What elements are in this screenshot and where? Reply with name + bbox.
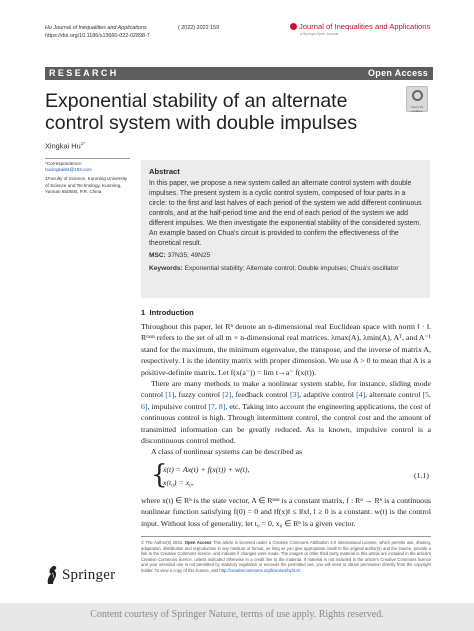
journal-citation: Hu Journal of Inequalities and Applications [45, 25, 147, 31]
abstract-box [141, 160, 430, 298]
citation-link[interactable]: [2] [222, 390, 232, 400]
author-marks: 1* [80, 141, 86, 146]
affiliation-text: 1Faculty of Science, Kunming University of Science and Technology, Kunming, Yunnan 650500, P.R. China [45, 176, 128, 194]
section-heading [141, 308, 194, 317]
citation-link[interactable]: [1] [165, 390, 175, 400]
section-title: Introduction [149, 308, 194, 317]
citation-link[interactable]: [3] [290, 390, 300, 400]
check-updates-label: Check for updates [410, 105, 424, 113]
equation-line-1: ẋ(t) = Ax(t) + f(x(t)) + w(t), [163, 465, 250, 474]
license-footer: © The Author(s) 2022. Open Access This article is licensed under a Creative Commons Attribution 4.0 International License, which permits use, sharing, adaptation, distribution and reproduction in any medium or format, as long as you give appropriate credit to the original author(s) and the source, provide a link to the Creative Commons licence, and indicate if changes were made. The images or other third party material in this article are included in the article's Creative Commons licence, unless indicated otherwise in a credit line to the material. If material is not included in the article's Creative Commons licence and your intended use is not permitted by statutory regulation or exceeds the permitted use, you will need to obtain permission directly from the copyright holder. To view a copy of this licence, visit http://creativecommons.org/licenses/by/4.0/. [141, 536, 431, 574]
section-number: 1 [141, 308, 146, 317]
running-header [45, 25, 150, 40]
author-email[interactable]: huxingkai84@163.com [45, 167, 92, 173]
springeropen-icon [290, 23, 297, 30]
keywords-label: Keywords: [149, 265, 183, 272]
open-access-label: Open Access [368, 68, 428, 78]
abstract-heading: Abstract [149, 167, 180, 176]
msc-codes: 37N35; 49N25 [167, 252, 211, 259]
article-type-banner [45, 67, 433, 80]
paper-title: Exponential stability of an alternate control system with double impulses [45, 90, 358, 134]
journal-subtitle: a SpringerOpen Journal [300, 32, 339, 36]
year-page: ( 2022) 2022:159 [178, 25, 220, 31]
check-updates-icon [412, 90, 423, 101]
msc-line [149, 252, 423, 259]
check-for-updates-badge[interactable] [406, 86, 428, 112]
journal-name: Journal of Inequalities and Applications [299, 22, 431, 31]
springer-logo[interactable] [45, 564, 135, 588]
equation-brace: { [151, 460, 168, 490]
affiliation-block [45, 158, 130, 198]
footer-open-access: Open Access [184, 540, 212, 545]
abstract-text: In this paper, we propose a new system called an alternate control system with double impulses. The present system is a cyclic control system, composed of four parts in a circle: to the first and last halves of each period of the system we add different continuous controls, and at the half-period time and the end of each period of the system we add different impulses. We then investigate the exponential stability of the considered system. An example based on Chua's circuit is provided to confirm the effectiveness of the theoretical result. [149, 180, 422, 247]
correspondence-label: *Correspondence: [45, 161, 83, 166]
license-link[interactable]: http://creativecommons.org/licenses/by/4.0/. [219, 567, 302, 573]
journal-logo[interactable] [290, 22, 440, 36]
paragraph-notation: Throughout this paper, let Rⁿ denote an n-dimensional real Euclidean space with norm ‖ · ‖. Rᵐˣⁿ refers to the set of all m × n-dimensional real matrices. λmax(A), λmin(A), Aᵀ, and A⁻¹ stand for the maximum, the minimum eigenvalue, the transpose, and the inverse of matrix A, respectively. I is the identity matrix with proper dimension. We use A > 0 to mean that A is a positive-definite matrix. Let f(x(a⁻)) = lim t→a⁻ f(x(t)). [141, 322, 431, 377]
paragraph-state-vector: where x(t) ∈ Rⁿ is the state vector, A ∈ Rⁿˣⁿ is a constant matrix, f : Rⁿ → Rⁿ is a continuous nonlinear function satisfying f(0) = 0 and ‖f(x)‖ ≤ l‖x‖, l ≥ 0 is a constant. w(t) is the control input. Without loss of generality, let t₀ = 0, x₀ ∈ Rⁿ is a given vector. [141, 496, 431, 528]
paragraph-methods: There are many methods to make a nonlinear system stable, for instance, sliding mode control [1], fuzzy control [2], feedback control [3], adaptive control [4], alternate control [5, 6], impulsive control [7, 8], etc. Taking into account the engineering applications, the cost of continuous control is high. Through intermittent control, the control cost and the amount of transmitted information can be greatly reduced. As is known, impulsive control is a discontinuous control method. [141, 379, 432, 446]
paragraph-system-intro: A class of nonlinear systems can be described as [151, 447, 303, 456]
doi-link[interactable]: https://doi.org/10.1186/s13660-022-02898-7 [45, 32, 150, 39]
equation-number: (1.1) [414, 471, 429, 480]
citation-link[interactable]: [4] [356, 390, 366, 400]
springer-horse-icon [45, 564, 59, 586]
equation-line-2: x(t₀) = x₀, [163, 478, 194, 487]
courtesy-notice: Content courtesy of Springer Nature, terms of use apply. Rights reserved. [90, 609, 384, 620]
publisher-name: Springer [62, 567, 116, 583]
equation-1-1 [141, 462, 431, 490]
author-name[interactable]: Xingkai Hu [45, 141, 81, 151]
keywords-line [149, 264, 423, 274]
citation-link[interactable]: [7, 8] [208, 401, 226, 411]
keywords: Exponential stability; Alternate control; Double impulses; Chua's oscillator [184, 265, 399, 272]
msc-label: MSC: [149, 252, 166, 259]
author-line [45, 141, 85, 150]
article-type: RESEARCH [49, 68, 119, 78]
citation-link[interactable]: [5, 6] [141, 390, 432, 411]
